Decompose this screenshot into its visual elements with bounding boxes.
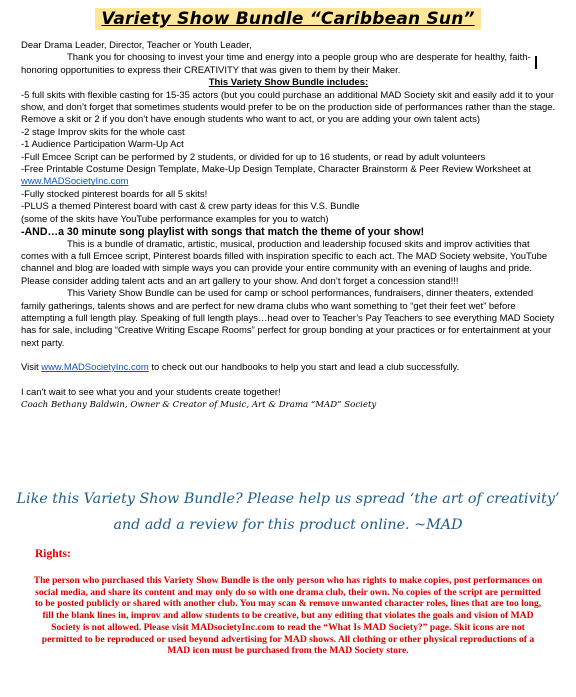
list-item: -PLUS a themed Pinterest board with cast & crew party ideas for this V.S. Bundle xyxy=(21,201,360,213)
worksheet-link[interactable]: www.MADSocietyInc.com xyxy=(21,176,129,188)
includes-heading: This Variety Show Bundle includes: xyxy=(208,77,369,89)
website-link[interactable]: www.MADSocietyInc.com xyxy=(41,362,149,374)
worksheet-text: -Free Printable Costume Design Template, Make-Up Design Template, Character Brainstorm & Peer Review Worksheet at xyxy=(21,164,531,176)
greeting: Dear Drama Leader, Director, Teacher or Youth Leader, xyxy=(21,40,252,51)
intro-paragraph: Thank you for choosing to invest your time and energy into a people group who are desperate for healthy, faith-honoring opportunities to express their CREATIVITY that was given to them by their Maker. xyxy=(21,52,531,76)
list-item: -Fully stocked pinterest boards for all 5 skits! xyxy=(21,188,208,200)
rights-text: The person who purchased this Variety Show Bundle is the only person who has rights to make copies, post performances on social media, and share its content and may only do so with one drama club, their own. No copies of the script are permitted to be posted publicly or shared with another club. You may scan & remove unwanted character roles, lines that are too long, fill the blank lines in, improv and allow students to be creative, but any editing that violates the goals and vision of MAD Society is not allowed. Please visit MADsocietyInc.com to read the “What Is MAD Society?” page. Skit icons are not permitted to be reproduced or used beyond advertising for MAD shows. All clothing or other physical reproductions of a MAD icon must be purchased from the MAD Society store. xyxy=(33,575,543,657)
list-item-worksheet xyxy=(21,164,556,189)
list-item: -Full Emcee Script can be performed by 2 students, or divided for up to 16 students, or read by adult volunteers xyxy=(21,151,486,163)
review-line-2: and add a review for this product online. ~MAD xyxy=(113,517,463,533)
closing-line: I can’t wait to see what you and your students create together! xyxy=(21,386,281,398)
and-prefix: -AND… xyxy=(21,226,59,239)
visit-prefix: Visit xyxy=(21,362,42,374)
list-item: -1 Audience Participation Warm-Up Act xyxy=(21,139,184,151)
playlist-text: a 30 minute song playlist with songs that match the theme of your show! xyxy=(58,226,425,239)
list-item: -2 stage Improv skits for the whole cast xyxy=(21,126,185,138)
letter-body xyxy=(21,40,556,411)
usage-description: This Variety Show Bundle can be used for camp or school performances, fundraisers, dinner theaters, extended family gatherings, talents shows and are perfect for new drama clubs who want something to “get their feet wet” before attempting a full length play. Speaking of full length plays…head over to Teacher’s Pay Teachers to see everything MAD Society has for sale, including “Creative Writing Escape Rooms” perfect for group bonding at your practices or for entertainment at your next party. xyxy=(21,288,555,349)
visit-suffix: to check out our handbooks to help you start and lead a club successfully. xyxy=(148,362,460,374)
title-container xyxy=(0,8,576,30)
review-request xyxy=(0,486,576,538)
rights-heading: Rights: xyxy=(35,548,71,560)
bundle-description: This is a bundle of dramatic, artistic, musical, production and leadership focused skits and improv activities that comes with a full Emcee script, Pinterest boards filled with inspiration specific to each act. The MAD Society website, YouTube channel and blog are loaded with simple ways you can provide your entire community with an evening of laughs and pride. Please consider adding talent acts and an art gallery to your show. And don’t forget a concession stand!!! xyxy=(21,238,548,287)
document-title: Variety Show Bundle “Caribbean Sun” xyxy=(95,8,480,30)
playlist-line xyxy=(21,226,556,238)
list-item: -5 full skits with flexible casting for 15-35 actors (but you could purchase an additional MAD Society skit and easily add it to your show, and don’t forget that sometimes students would prefer to be on the production side of performances rather than the stage. Remove a skit or 2 if you don’t have enough students who want to act, or you are adding your own talent acts) xyxy=(21,89,556,126)
list-item: (some of the skits have YouTube performance examples for you to watch) xyxy=(21,213,329,225)
visit-line xyxy=(21,362,556,374)
review-line-1: Like this Variety Show Bundle? Please help us spread ‘the art of creativity’ xyxy=(16,491,560,507)
signature: Coach Bethany Baldwin, Owner & Creator of Music, Art & Drama “MAD” Society xyxy=(21,399,377,410)
